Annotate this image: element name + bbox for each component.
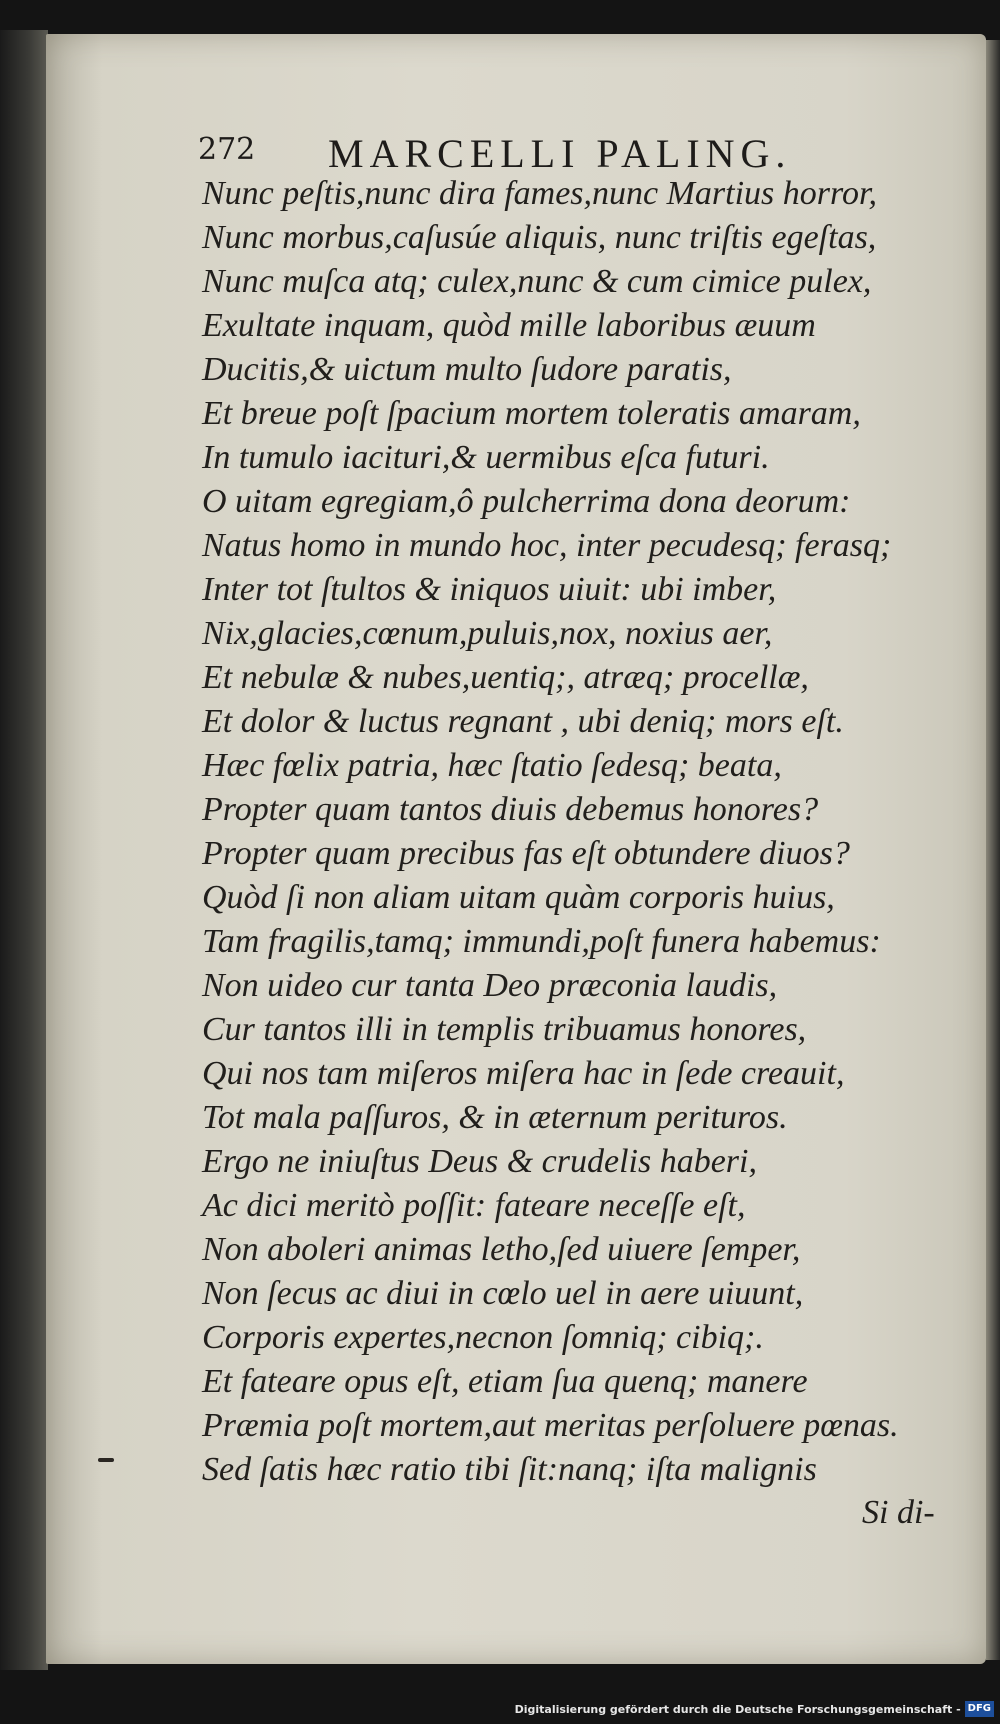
catchword: Si di-: [862, 1494, 935, 1531]
text-line: Tam fragilis,tamq; immundi,poſt funera habemus:: [202, 923, 881, 960]
text-line: Et dolor & luctus regnant , ubi deniq; mors eſt.: [202, 703, 844, 740]
text-line: Et fateare opus eſt, etiam ſua quenq; manere: [202, 1363, 808, 1400]
text-line: Præmia poſt mortem,aut meritas perſoluere pœnas.: [202, 1407, 899, 1444]
dfg-logo: DFG: [965, 1701, 994, 1717]
text-line: Ac dici meritò poſſit: fateare neceſſe eſt,: [202, 1187, 746, 1224]
text-line: Non ſecus ac diui in cœlo uel in aere uiuunt,: [202, 1275, 804, 1312]
text-line: Et nebulæ & nubes,uentiq;, atræq; procellæ,: [202, 659, 809, 696]
text-line: Corporis expertes,necnon ſomniq; cibiq;.: [202, 1319, 764, 1356]
running-head: MARCELLI PALING.: [328, 131, 792, 176]
text-line: Quòd ſi non aliam uitam quàm corporis huius,: [202, 879, 835, 916]
text-line: Sed ſatis hæc ratio tibi ſit:nanq; iſta malignis: [202, 1451, 817, 1488]
text-line: Et breue poſt ſpacium mortem toleratis amaram,: [202, 395, 861, 432]
text-line: Non aboleri animas letho,ſed uiuere ſemper,: [202, 1231, 801, 1268]
text-line: Exultate inquam, quòd mille laboribus æuum: [202, 307, 816, 344]
text-line: Cur tantos illi in templis tribuamus honores,: [202, 1011, 807, 1048]
text-line: Non uideo cur tanta Deo præconia laudis,: [202, 967, 778, 1004]
text-line: Natus homo in mundo hoc, inter pecudesq; ferasq;: [202, 527, 892, 564]
book-binding: [0, 30, 48, 1670]
margin-mark: [98, 1458, 114, 1462]
poem-text: [202, 172, 922, 1492]
text-line: Nix,glacies,cœnum,puluis,nox, noxius aer,: [202, 615, 773, 652]
digitization-credit: [515, 1698, 994, 1720]
text-line: Nunc peſtis,nunc dira fames,nunc Martius horror,: [202, 175, 877, 212]
book-edge: [986, 40, 1000, 1660]
credit-text: Digitalisierung gefördert durch die Deutsche Forschungsgemeinschaft -: [514, 1702, 961, 1716]
text-line: Propter quam tantos diuis debemus honores?: [202, 791, 819, 828]
text-line: Inter tot ſtultos & iniquos uiuit: ubi imber,: [202, 571, 777, 608]
text-line: Qui nos tam miſeros miſera hac in ſede creauit,: [202, 1055, 845, 1092]
page-header: [198, 118, 918, 174]
text-line: In tumulo iacituri,& uermibus eſca futuri.: [202, 439, 770, 476]
text-line: Nunc morbus,caſusúe aliquis, nunc triſtis egeſtas,: [202, 219, 877, 256]
text-line: Hæc fœlix patria, hæc ſtatio ſedesq; beata,: [202, 747, 782, 784]
text-line: Ducitis,& uictum multo ſudore paratis,: [202, 351, 732, 388]
page-number: 272: [198, 132, 256, 167]
text-line: Propter quam precibus fas eſt obtundere diuos?: [202, 835, 850, 872]
text-line: Nunc muſca atq; culex,nunc & cum cimice pulex,: [202, 263, 872, 300]
text-line: Ergo ne iniuſtus Deus & crudelis haberi,: [202, 1143, 757, 1180]
text-line: O uitam egregiam,ô pulcherrima dona deorum:: [202, 483, 851, 520]
text-line: Tot mala paſſuros, & in æternum perituros.: [202, 1099, 788, 1136]
